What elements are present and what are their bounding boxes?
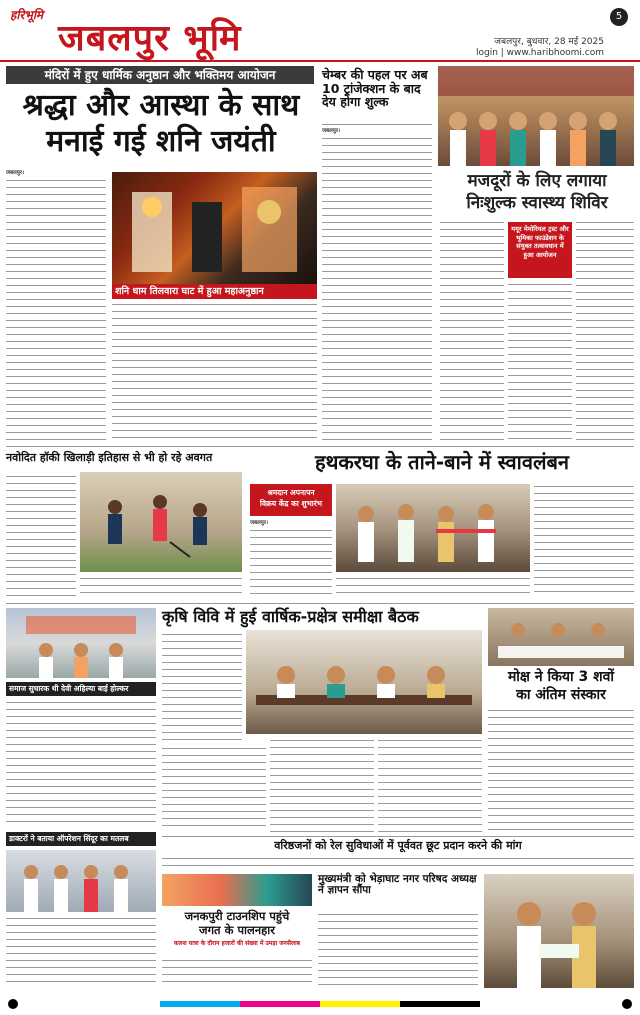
doctors-photo	[6, 850, 156, 912]
story11-headline-line2: जगत के पालनहार	[199, 923, 275, 937]
story1-body-col1	[6, 178, 106, 442]
health-camp-photo	[438, 66, 634, 166]
story7-body	[6, 700, 156, 828]
cm-memorandum-illustration	[484, 874, 634, 988]
story3-body-col1	[440, 220, 504, 442]
story9-body	[6, 916, 156, 988]
story5-body-col1	[250, 528, 332, 598]
story2-divider	[322, 124, 432, 125]
story8-headline-line1: मोक्ष ने किया 3 शवों	[507, 669, 615, 685]
story6-body-col2	[162, 746, 266, 832]
story1-kicker: मंदिरों में हुए धार्मिक अनुष्ठान और भक्तिमय आयोजन	[6, 66, 314, 84]
story12-body	[318, 912, 478, 988]
story6-body-col4	[378, 738, 482, 832]
section-divider-3	[162, 836, 634, 837]
page-title: जबलपुर भूमि	[58, 17, 242, 59]
story8-body	[488, 708, 634, 832]
story1-dateline: जबलपुर।	[6, 170, 25, 176]
hockey-players-illustration	[80, 472, 242, 572]
story4-body-col1	[6, 474, 76, 598]
ahilya-event-photo	[6, 608, 156, 678]
story11-subhead: कलश यात्रा के दौरान हजारों की संख्या में उमड़ा जनसैलाब	[173, 940, 301, 947]
story5-callout	[250, 484, 332, 516]
story5-body-col3	[534, 484, 634, 598]
story1-photo-caption: शनि धाम तिलवारा घाट में हुआ महाअनुष्ठान	[112, 284, 317, 299]
story2-body	[322, 136, 432, 442]
story1-headline-line1: श्रद्धा और आस्था के साथ	[22, 88, 300, 123]
story1-body-col2	[112, 302, 317, 442]
section-divider-2	[6, 603, 634, 604]
moksha-illustration	[488, 608, 634, 666]
handloom-event-photo	[336, 484, 530, 572]
story3-headline-line1: मजदूरों के लिए लगाया	[467, 171, 607, 191]
health-camp-group-illustration	[438, 66, 634, 166]
print-footer	[0, 994, 640, 1015]
story4-body-col2	[80, 576, 242, 598]
story2-headline: चेम्बर की पहल पर अब 10 ट्रांजेक्शन के बाद देय होगा शुल्क	[322, 67, 428, 109]
masthead	[0, 0, 640, 62]
story3-body-col3	[576, 220, 634, 442]
story5-body-col2	[336, 576, 530, 598]
hockey-players-photo	[80, 472, 242, 572]
color-strip	[160, 1001, 480, 1007]
cm-memorandum-photo	[484, 874, 634, 988]
story11-headline-line1: जनकपुरी टाउनशिप पहुंचे	[184, 909, 290, 923]
story5-callout-line1: श्रमदान अपनापन	[267, 488, 315, 497]
agri-meeting-illustration	[246, 630, 482, 734]
janakpuri-photo	[162, 874, 312, 906]
story12-headline: मुख्यमंत्री को भेड़ाघाट नगर परिषद अध्यक्ष ने ज्ञापन सौंपा	[318, 873, 477, 897]
story3-body-col2	[508, 282, 572, 442]
agri-meeting-photo	[246, 630, 482, 734]
shani-idol-illustration	[112, 172, 317, 284]
brand-logo: हरिभूमि	[10, 8, 44, 22]
issue-date: जबलपुर, बुधवार, 28 मई 2025	[494, 37, 604, 47]
story1-headline-line2: मनाई गई शनि जयंती	[46, 124, 276, 159]
story7-headline: समाज सुधारक थी देवी अहिल्या बाई होल्कर	[6, 682, 156, 696]
story5-headline: हथकरघा के ताने-बाने में स्वावलंबन	[314, 450, 570, 474]
ahilya-event-illustration	[6, 608, 156, 678]
registration-mark-icon	[622, 999, 632, 1009]
story10-body	[162, 856, 634, 870]
shani-temple-photo	[112, 172, 317, 284]
story2-dateline: जबलपुर।	[322, 128, 341, 134]
story11-body	[162, 958, 312, 988]
story3-callout: मयूर मेमोरियल ट्रस्ट और भूमिका फाउंडेशन के संयुक्त तत्वावधान में हुआ आयोजन	[508, 222, 572, 278]
section-divider-1	[6, 446, 634, 447]
website-link[interactable]: login | www.haribhoomi.com	[476, 48, 604, 58]
story5-dateline: जबलपुर।	[250, 520, 269, 526]
story5-callout-line2: विक्रय केंद्र का शुभारंभ	[259, 499, 323, 508]
story10-headline: वरिष्ठजनों को रेल सुविधाओं में पूर्ववत छूट प्रदान करने की मांग	[274, 839, 522, 852]
registration-mark-icon	[8, 999, 18, 1009]
story4-headline: नवोदित हॉकी खिलाड़ी इतिहास से भी हो रहे अवगत	[6, 451, 213, 464]
handloom-event-illustration	[336, 484, 530, 572]
moksha-photo	[488, 608, 634, 666]
story6-body-col1	[162, 632, 242, 742]
story6-body-col3	[270, 738, 374, 832]
story9-headline: डाक्टरों ने बताया ऑपरेशन सिंदूर का मतलब	[6, 832, 156, 846]
story8-headline-line2: का अंतिम संस्कार	[516, 687, 606, 703]
story6-headline: कृषि विवि में हुई वार्षिक-प्रक्षेत्र समीक्षा बैठक	[162, 607, 419, 626]
doctors-group-illustration	[6, 850, 156, 912]
story3-headline-line2: निःशुल्क स्वास्थ्य शिविर	[466, 193, 608, 213]
page-number: 5	[610, 8, 628, 26]
